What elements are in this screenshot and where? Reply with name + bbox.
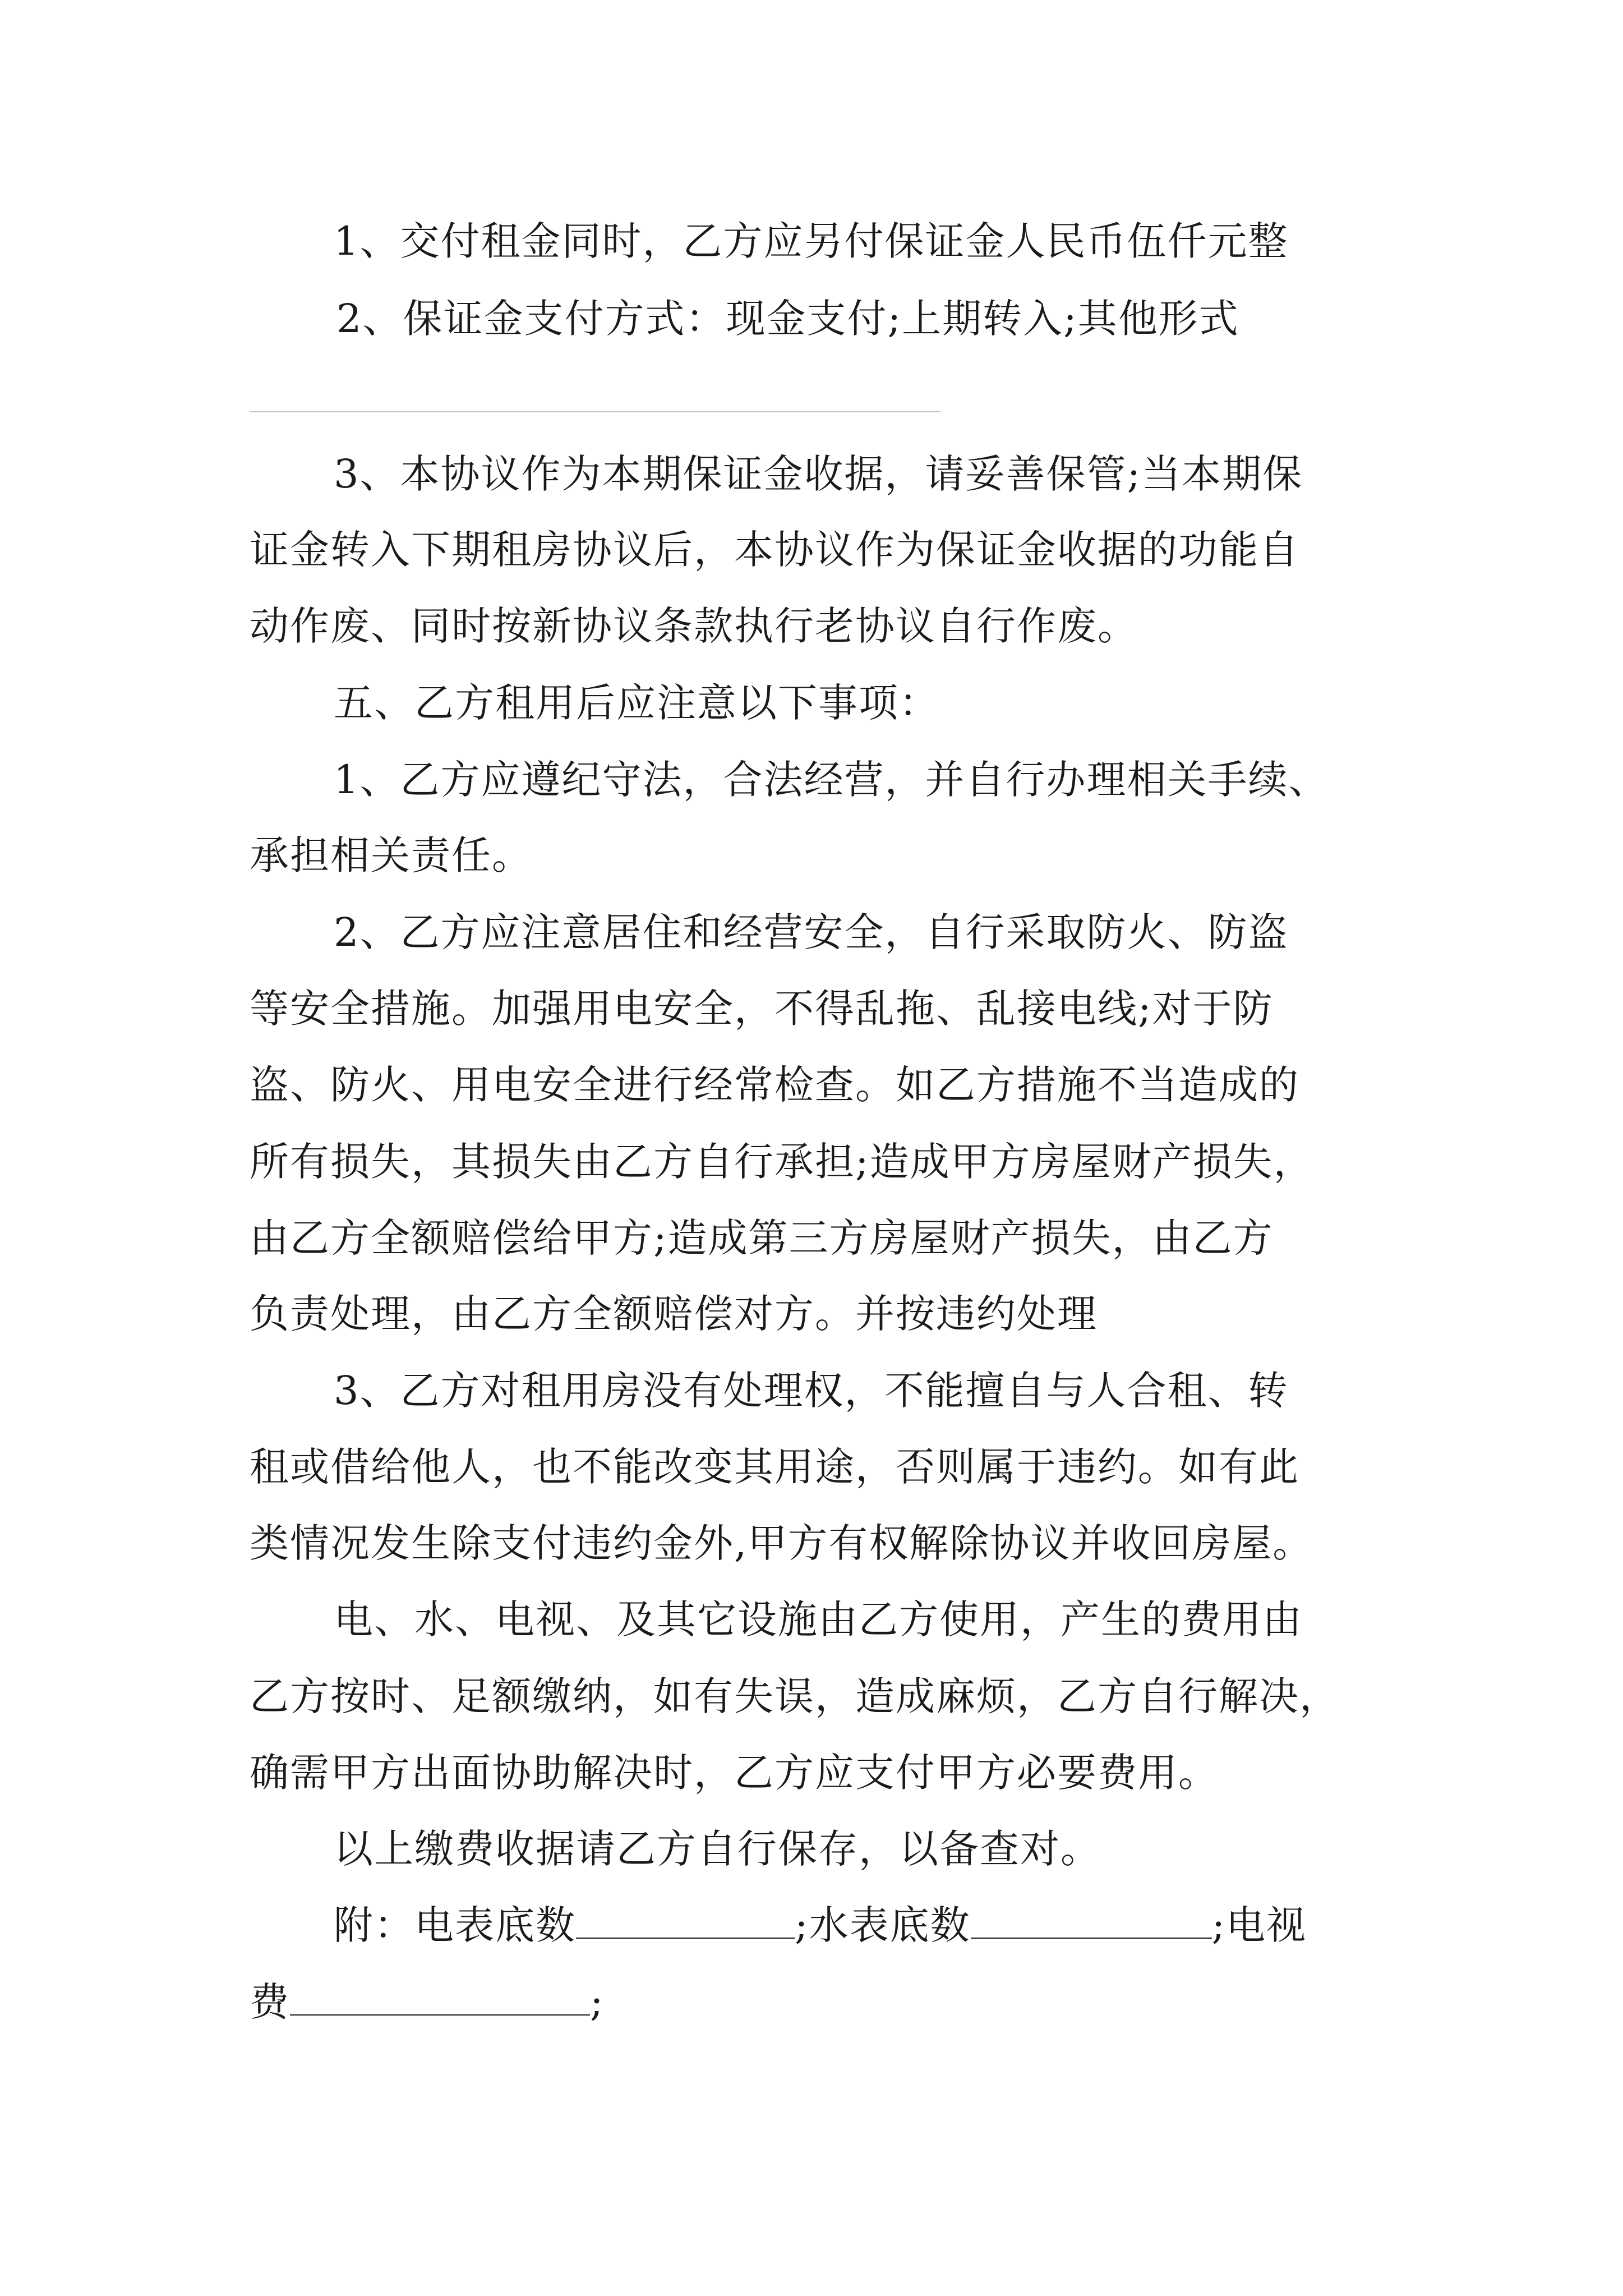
water-meter-label: ;水表底数: [795, 1902, 971, 1948]
section-5-item-2-line-6: 负责处理，由乙方全额赔偿对方。并按违约处理: [250, 1291, 1098, 1337]
deposit-item-1: 1、交付租金同时，乙方应另付保证金人民币伍仟元整: [334, 218, 1289, 264]
section-5-item-2-line-4: 所有损失，其损失由乙方自行承担;造成甲方房屋财产损失，: [250, 1139, 1314, 1185]
electric-meter-blank[interactable]: [576, 1904, 795, 1939]
divider-line: [250, 411, 940, 412]
deposit-item-3-line-3: 动作废、同时按新协议条款执行老协议自行作废。: [250, 603, 1138, 649]
water-meter-blank[interactable]: [971, 1904, 1212, 1939]
utilities-line-1: 电、水、电视、及其它设施由乙方使用，产生的费用由: [334, 1596, 1303, 1642]
appendix-end-semicolon: ;: [590, 1979, 605, 2025]
utilities-line-2: 乙方按时、足额缴纳，如有失误，造成麻烦，乙方自行解决，: [250, 1673, 1340, 1719]
appendix-line-1: [334, 1897, 1399, 1953]
section-5-item-1-line-2: 承担相关责任。: [250, 832, 532, 878]
section-5-item-3-line-1: 3、乙方对租用房没有处理权，不能擅自与人合租、转: [334, 1368, 1289, 1414]
section-5-item-1-line-1: 1、乙方应遵纪守法，合法经营，并自行办理相关手续、: [334, 757, 1329, 803]
section-5-item-2-line-3: 盗、防火、用电安全进行经常检查。如乙方措施不当造成的: [250, 1062, 1299, 1108]
utilities-line-3: 确需甲方出面协助解决时，乙方应支付甲方必要费用。: [250, 1750, 1219, 1796]
section-5-heading: 五、乙方租用后应注意以下事项：: [334, 680, 939, 726]
section-5-item-3-line-3: 类情况发生除支付违约金外,甲方有权解除协议并收回房屋。: [250, 1520, 1313, 1566]
tv-fee-blank[interactable]: [290, 1981, 590, 2016]
appendix-prefix: 附：电表底数: [334, 1902, 576, 1948]
section-5-item-2-line-5: 由乙方全额赔偿给甲方;造成第三方房屋财产损失，由乙方: [250, 1215, 1274, 1261]
tv-fee-label-part-1: ;电视: [1211, 1902, 1307, 1948]
section-5-item-2-line-2: 等安全措施。加强用电安全，不得乱拖、乱接电线;对于防: [250, 986, 1274, 1032]
receipts-note: 以上缴费收据请乙方自行保存，以备查对。: [334, 1826, 1101, 1872]
deposit-item-2: 2、保证金支付方式：现金支付;上期转入;其他形式: [336, 296, 1239, 342]
appendix-line-2: [250, 1974, 1399, 2030]
section-5-item-2-line-1: 2、乙方应注意居住和经营安全，自行采取防火、防盗: [334, 909, 1289, 955]
tv-fee-label-part-2: 费: [250, 1979, 290, 2025]
deposit-item-3-line-2: 证金转入下期租房协议后，本协议作为保证金收据的功能自: [250, 527, 1299, 573]
deposit-item-3-line-1: 3、本协议作为本期保证金收据，请妥善保管;当本期保: [334, 451, 1303, 497]
section-5-item-3-line-2: 租或借给他人，也不能改变其用途，否则属于违约。如有此: [250, 1444, 1299, 1490]
